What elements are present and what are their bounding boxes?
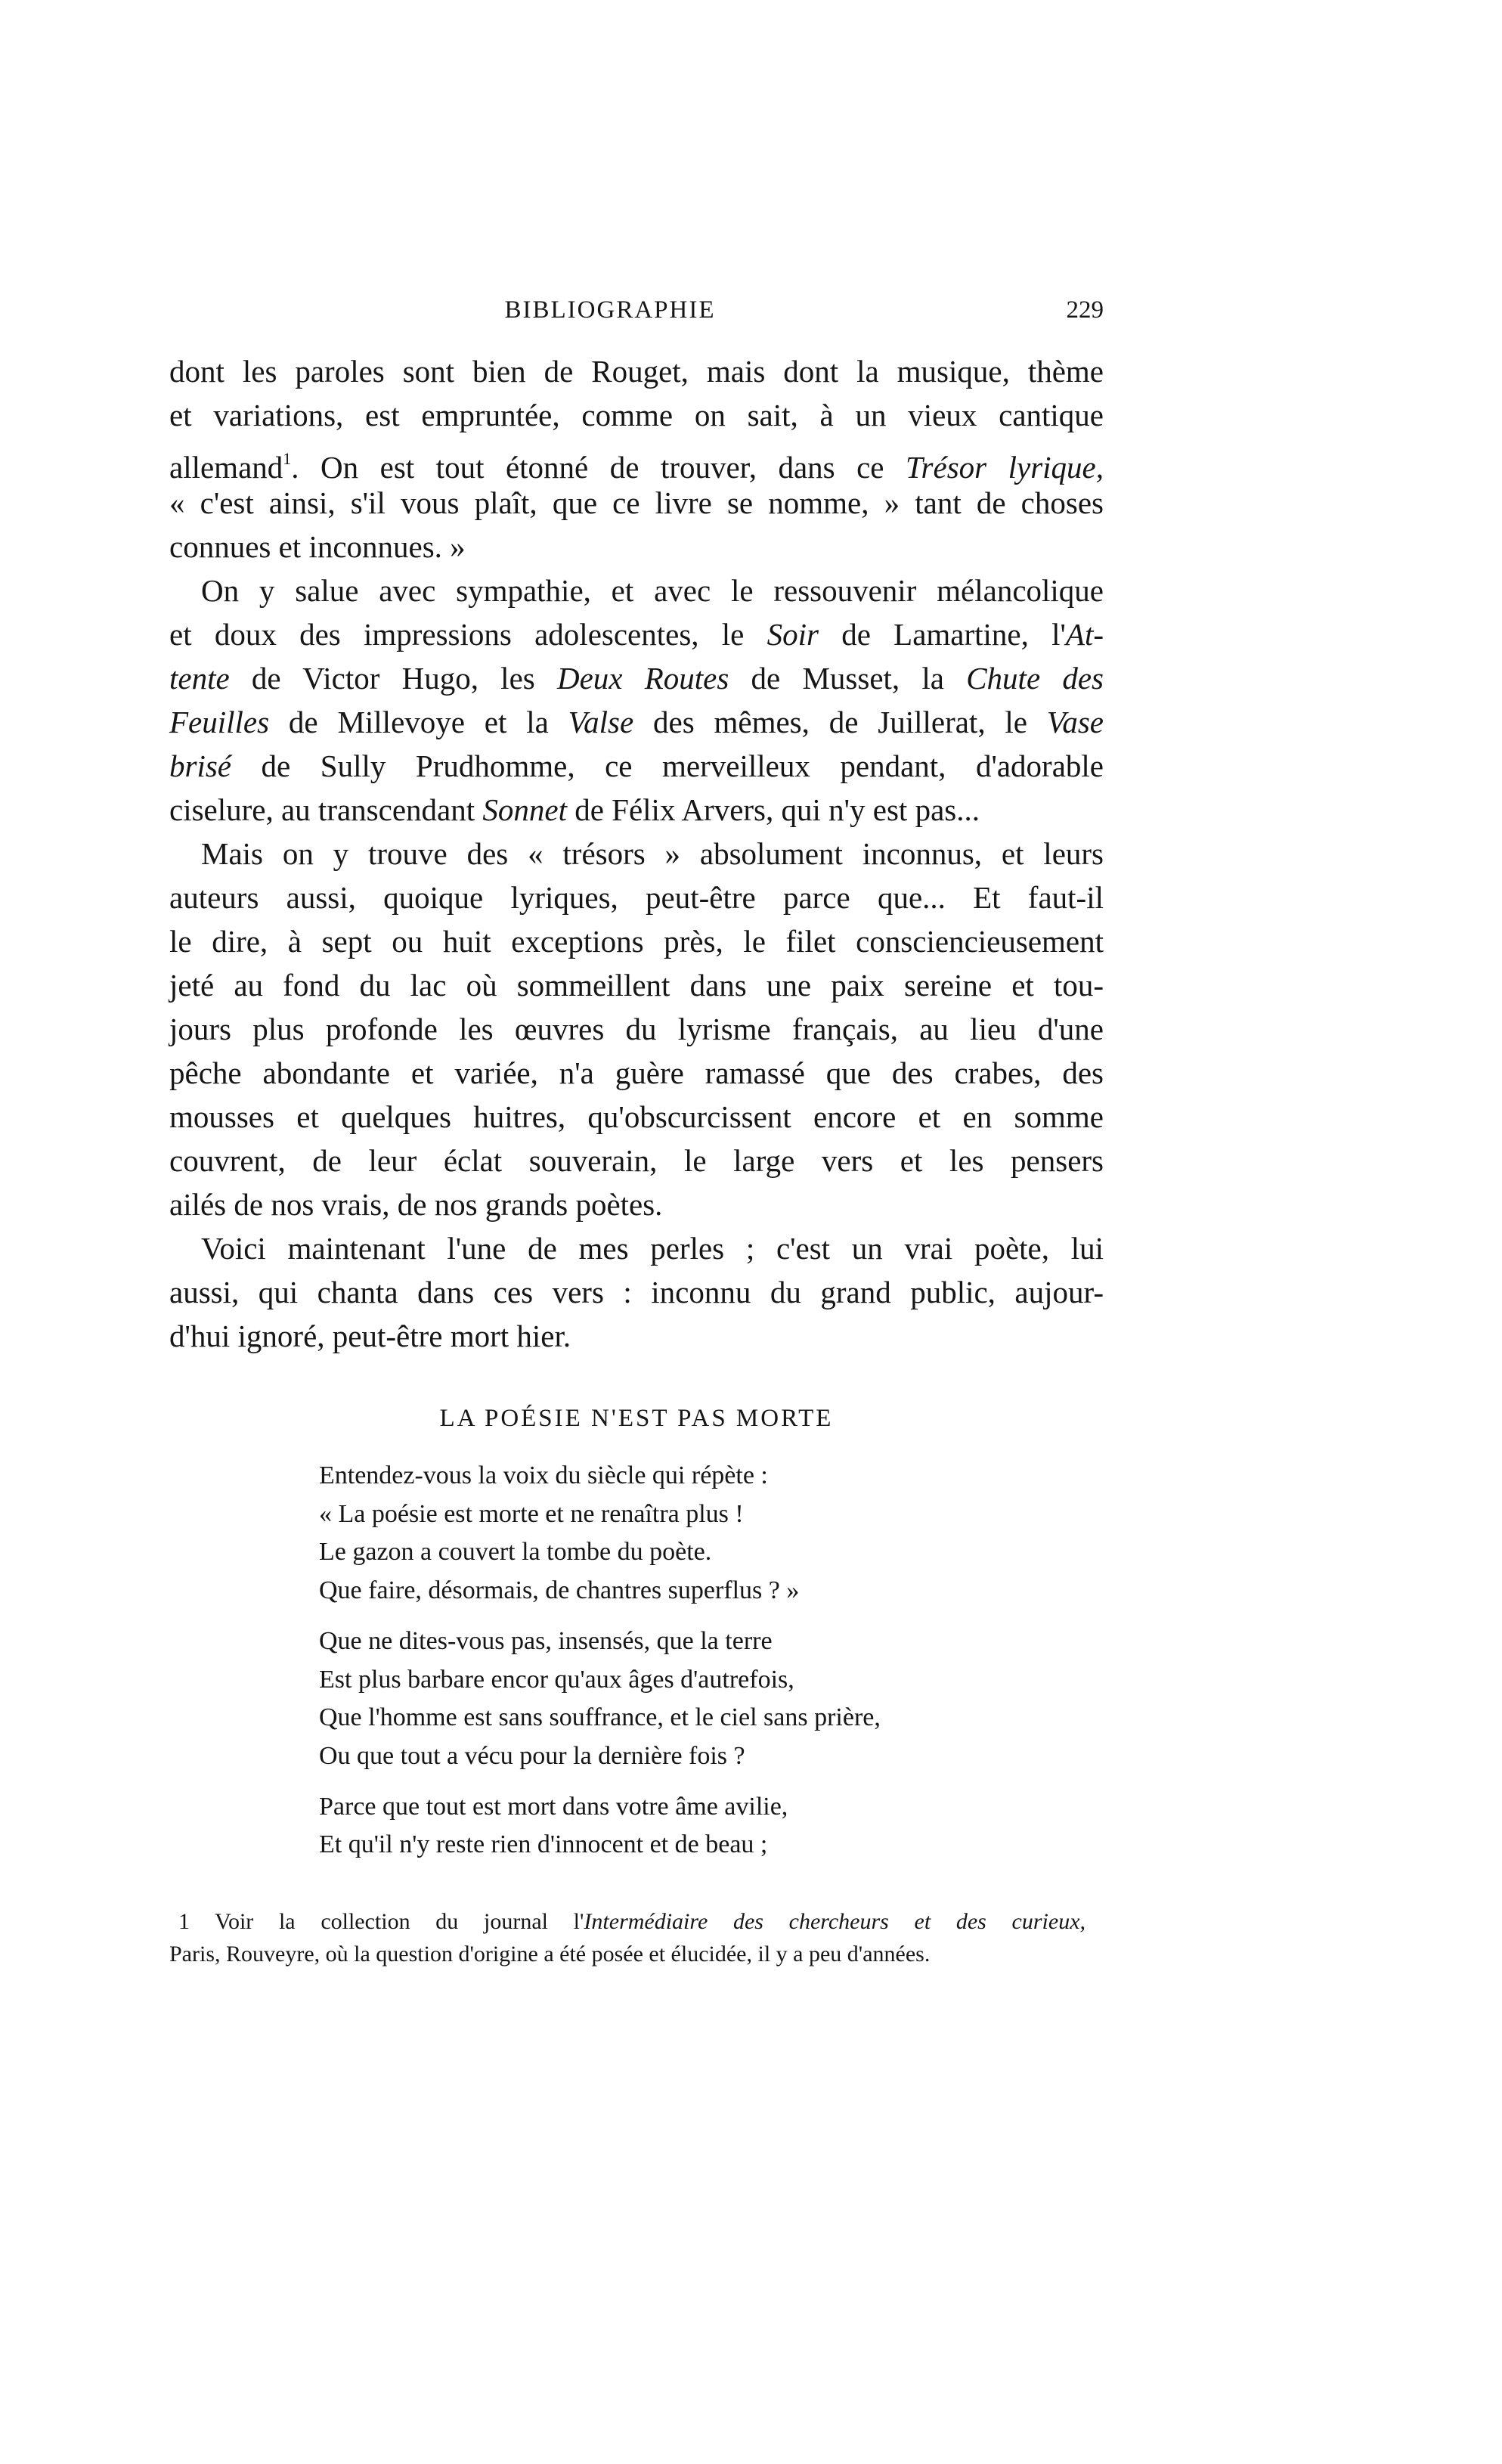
text-line	[169, 1270, 1104, 1314]
text-line	[169, 569, 1104, 612]
running-header	[169, 296, 1104, 330]
text-line	[169, 832, 1104, 876]
text-segment: de Félix Arvers, qui n'y est pas...	[566, 792, 980, 827]
text-line	[169, 437, 1104, 485]
poem-verse: « La poésie est morte et ne renaîtra plus !	[319, 1499, 744, 1528]
text-line	[169, 1139, 1104, 1182]
text-line	[169, 656, 1104, 700]
text-line	[169, 788, 1104, 832]
text-segment: aussi, qui chanta dans ces vers : inconnu du grand public, aujour-	[169, 1275, 1104, 1309]
text-segment: On y salue avec sympathie, et avec le ressouvenir mélancolique	[201, 573, 1104, 608]
text-line	[169, 1051, 1104, 1095]
italic-title: Feuilles	[169, 705, 270, 739]
page-number: 229	[1066, 296, 1104, 324]
text-segment: et doux des impressions adolescentes, le	[169, 617, 767, 652]
text-line	[169, 612, 1104, 656]
italic-title: tente	[169, 661, 230, 696]
text-line	[169, 919, 1104, 963]
italic-title: Soir	[766, 617, 819, 652]
text-line	[169, 481, 1104, 525]
text-segment: auteurs aussi, quoique lyriques, peut-être parce que... Et faut-il	[169, 880, 1104, 915]
text-line	[169, 963, 1104, 1007]
poem-verse: Que faire, désormais, de chantres superflus ? »	[319, 1576, 800, 1605]
text-line	[169, 525, 1104, 569]
text-segment: de Victor Hugo, les	[229, 661, 557, 696]
body-text	[169, 349, 1104, 1358]
poem-stanza	[319, 1623, 881, 1776]
text-segment: 1 Voir la collection du journal l'	[178, 1909, 584, 1934]
italic-title: Sonnet	[482, 792, 567, 827]
text-segment: « c'est ainsi, s'il vous plaît, que ce livre se nomme, » tant de choses	[169, 485, 1104, 520]
text-segment: mousses et quelques huitres, qu'obscurcissent encore et en somme	[169, 1099, 1104, 1134]
text-line	[169, 349, 1104, 393]
poem-verse: Le gazon a couvert la tombe du poète.	[319, 1538, 712, 1567]
text-segment: et variations, est empruntée, comme on sait, à un vieux cantique	[169, 398, 1104, 432]
poem-verse: Que l'homme est sans souffrance, et le ciel sans prière,	[319, 1703, 881, 1732]
text-line	[169, 1095, 1104, 1139]
italic-title: Chute des	[966, 661, 1104, 696]
footnote	[169, 1905, 1085, 1970]
text-segment: . On est tout étonné de trouver, dans ce	[291, 450, 906, 485]
text-segment: Voici maintenant l'une de mes perles ; c'est un vrai poète, lui	[201, 1231, 1104, 1266]
text-segment: de Lamartine, l'	[818, 617, 1066, 652]
text-line	[169, 876, 1104, 919]
text-segment: jeté au fond du lac où sommeillent dans une paix sereine et tou-	[169, 968, 1104, 1003]
poem	[319, 1457, 881, 1877]
text-segment: pêche abondante et variée, n'a guère ramassé que des crabes, des	[169, 1055, 1104, 1090]
text-segment: de Millevoye et la	[269, 705, 568, 739]
poem-verse: Ou que tout a vécu pour la dernière fois ?	[319, 1741, 745, 1770]
italic-title: At-	[1065, 617, 1104, 652]
italic-title: brisé	[169, 748, 231, 783]
text-segment: connues et inconnues. »	[169, 529, 466, 564]
text-segment: allemand	[169, 450, 283, 485]
text-line	[169, 1007, 1104, 1051]
poem-verse: Parce que tout est mort dans votre âme avilie,	[319, 1792, 788, 1821]
text-segment: de Sully Prudhomme, ce merveilleux pendant, d'adorable	[231, 748, 1104, 783]
italic-title: Vase	[1046, 705, 1104, 739]
text-segment: Mais on y trouve des « trésors » absolument inconnus, et leurs	[201, 836, 1104, 871]
text-line	[169, 1226, 1104, 1270]
poem-stanza	[319, 1788, 881, 1864]
poem-verse: Et qu'il n'y reste rien d'innocent et de beau ;	[319, 1830, 768, 1859]
text-segment: couvrent, de leur éclat souverain, le large vers et les pensers	[169, 1143, 1104, 1178]
text-line	[169, 393, 1104, 437]
italic-title: Trésor lyrique,	[906, 450, 1104, 485]
text-segment: le dire, à sept ou huit exceptions près, le filet consciencieusement	[169, 924, 1104, 959]
poem-stanza	[319, 1457, 881, 1610]
text-line	[169, 1938, 1085, 1970]
text-segment: jours plus profonde les œuvres du lyrisme français, au lieu d'une	[169, 1012, 1104, 1046]
footnote-marker: 1	[283, 449, 292, 468]
text-line	[169, 744, 1104, 788]
text-segment: ciselure, au transcendant	[169, 792, 483, 827]
poem-title: LA POÉSIE N'EST PAS MORTE	[439, 1405, 834, 1432]
text-line	[169, 1905, 1085, 1938]
text-line	[169, 700, 1104, 744]
text-segment: des mêmes, de Juillerat, le	[633, 705, 1047, 739]
italic-title: Valse	[568, 705, 634, 739]
poem-verse: Est plus barbare encor qu'aux âges d'autrefois,	[319, 1665, 794, 1694]
text-segment: d'hui ignoré, peut-être mort hier.	[169, 1319, 571, 1353]
text-line	[169, 1182, 1104, 1226]
text-segment: Paris, Rouveyre, où la question d'origine a été posée et élucidée, il y a peu d'années.	[169, 1942, 931, 1967]
text-segment: ailés de nos vrais, de nos grands poètes.	[169, 1187, 663, 1222]
running-title: BIBLIOGRAPHIE	[504, 296, 716, 324]
poem-verse: Entendez-vous la voix du siècle qui répète :	[319, 1461, 768, 1489]
italic-title: Intermédiaire des chercheurs et des curieux,	[584, 1909, 1086, 1934]
poem-verse: Que ne dites-vous pas, insensés, que la terre	[319, 1626, 773, 1655]
text-line	[169, 1314, 1104, 1358]
italic-title: Deux Routes	[556, 661, 729, 696]
text-segment: dont les paroles sont bien de Rouget, mais dont la musique, thème	[169, 354, 1104, 389]
text-segment: de Musset, la	[729, 661, 967, 696]
